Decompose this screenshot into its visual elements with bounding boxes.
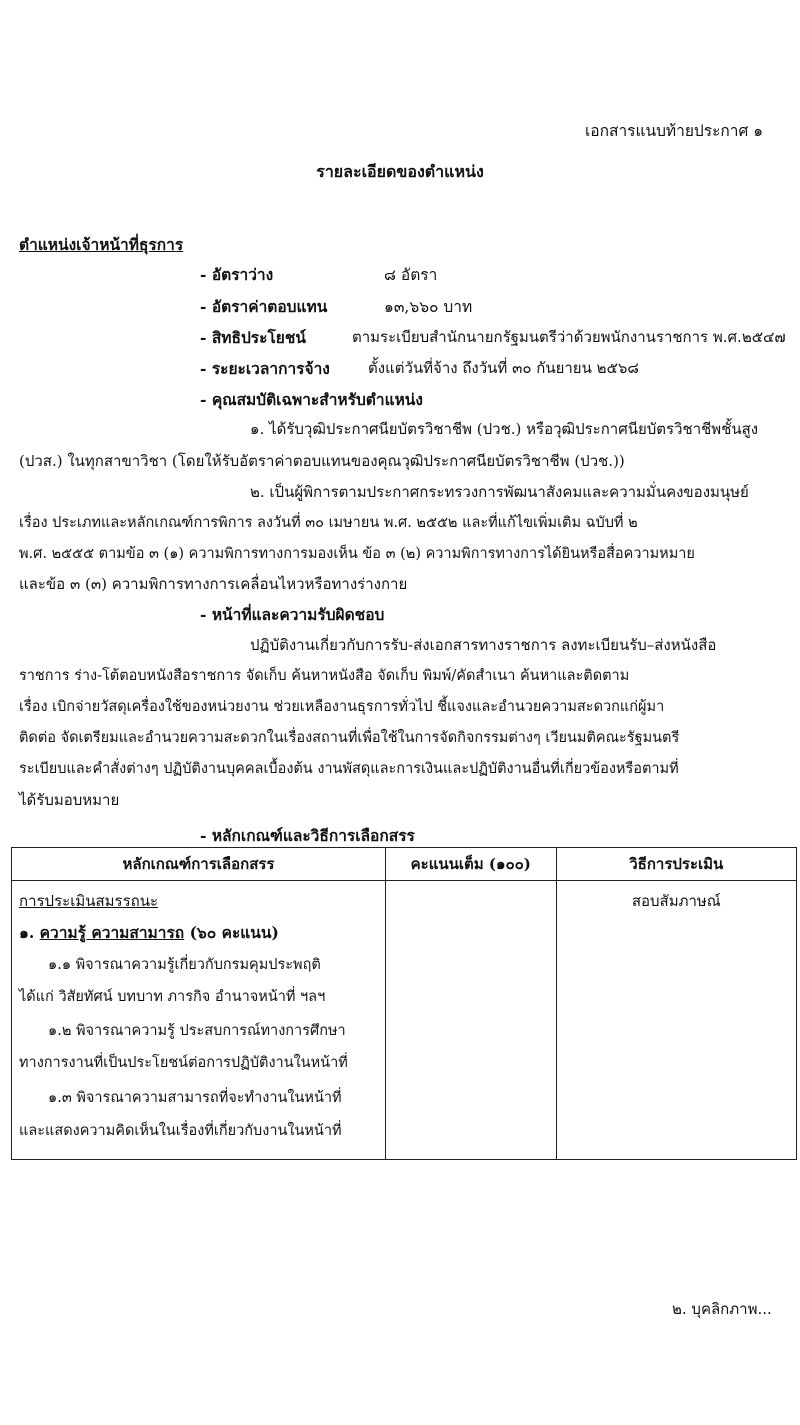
method-cell	[556, 881, 796, 1160]
score-cell	[385, 881, 556, 1160]
vacancies-value: ๘ อัตรา	[384, 266, 438, 284]
qualification-2-line-1: ๒. เป็นผู้พิการตามประกาศกระทรวงการพัฒนาสังคมและความมั่นคงของมนุษย์	[250, 483, 749, 501]
duties-line-6: ได้รับมอบหมาย	[19, 791, 120, 809]
document-title: รายละเอียดของตำแหน่ง	[316, 162, 484, 181]
column-header-method: วิธีการประเมิน	[556, 848, 796, 881]
criterion-1-1-line-1: ๑.๑ พิจารณาความรู้เกี่ยวกับกรมคุมประพฤติ	[48, 957, 321, 973]
salary-value: ๑๓,๖๖๐ บาท	[384, 298, 473, 316]
duties-line-5: ระเบียบและคำสั่งต่างๆ ปฏิบัติงานบุคคลเบื้องต้น งานพัสดุและการเงินและปฏิบัติงานอื่นที่เกี่ยวข้องหรือตามที่	[19, 761, 679, 777]
competency-label: การประเมินสมรรถนะ	[19, 892, 159, 910]
column-header-score: คะแนนเต็ม (๑๐๐)	[385, 848, 556, 881]
benefits-value: ตามระเบียบสำนักนายกรัฐมนตรีว่าด้วยพนักงานราชการ พ.ศ.๒๕๔๗	[352, 328, 786, 346]
qualification-1-line-2: (ปวส.) ในทุกสาขาวิชา (โดยให้รับอัตราค่าตอบแทนของคุณวุฒิประกาศนียบัตรวิชาชีพ (ปวช.))	[19, 452, 625, 470]
section-1-title: ความรู้ ความสามารถ	[39, 923, 185, 942]
period-value: ตั้งแต่วันที่จ้าง ถึงวันที่ ๓๐ กันยายน ๒๕๖๘	[368, 359, 639, 377]
evaluation-method-value: สอบสัมภาษณ์	[631, 892, 721, 910]
duties-line-4: ติดต่อ จัดเตรียมและอำนวยความสะดวกในเรื่องสถานที่เพื่อใช้ในการจัดกิจกรรมต่างๆ เวียนมติคณะรัฐมนตรี	[19, 730, 680, 746]
salary-label: - อัตราค่าตอบแทน	[200, 297, 328, 316]
criteria-cell	[12, 881, 386, 1160]
section-1-points: (๖๐ คะแนน)	[189, 923, 279, 942]
duties-line-2: ราชการ ร่าง-โต้ตอบหนังสือราชการ จัดเก็บ ค้นหาหนังสือ จัดเก็บ พิมพ์/คัดสำเนา ค้นหาและติดตาม	[19, 668, 630, 684]
criterion-1-2-line-2: ทางการงานที่เป็นประโยชน์ต่อการปฏิบัติงานในหน้าที่	[19, 1055, 348, 1071]
section-1-heading	[19, 920, 279, 945]
qualification-2-line-4: และข้อ ๓ (๓) ความพิการทางการเคลื่อนไหวหรือทางร่างกาย	[19, 575, 408, 593]
selection-criteria-table	[11, 847, 797, 1160]
qualification-1-line-1: ๑. ได้รับวุฒิประกาศนียบัตรวิชาชีพ (ปวช.) หรือวุฒิประกาศนียบัตรวิชาชีพชั้นสูง	[250, 420, 759, 438]
criterion-1-2-line-1: ๑.๒ พิจารณาความรู้ ประสบการณ์ทางการศึกษา	[48, 1023, 346, 1039]
continued-marker: ๒. บุคลิกภาพ...	[672, 1300, 772, 1318]
criterion-1-3-line-2: และแสดงความคิดเห็นในเรื่องที่เกี่ยวกับงานในหน้าที่	[19, 1123, 342, 1139]
criterion-1-1-line-2: ได้แก่ วิสัยทัศน์ บทบาท ภารกิจ อำนาจหน้าที่ ฯลฯ	[19, 989, 326, 1005]
duties-line-1: ปฏิบัติงานเกี่ยวกับการรับ-ส่งเอกสารทางราชการ ลงทะเบียนรับ–ส่งหนังสือ	[250, 636, 717, 654]
period-label: - ระยะเวลาการจ้าง	[200, 359, 330, 378]
table-header-row	[12, 848, 797, 881]
duties-line-3: เรื่อง เบิกจ่ายวัสดุเครื่องใช้ของหน่วยงาน ช่วยเหลืองานธุรการทั่วไป ชี้แจงและอำนวยความสะดวกแก่ผู้มา	[19, 699, 665, 715]
benefits-label: - สิทธิประโยชน์	[200, 328, 306, 347]
selection-heading: - หลักเกณฑ์และวิธีการเลือกสรร	[200, 826, 415, 845]
annex-label: เอกสารแนบท้ายประกาศ ๑	[585, 122, 764, 140]
qualification-2-line-3: พ.ศ. ๒๕๕๕ ตามข้อ ๓ (๑) ความพิการทางการมองเห็น ข้อ ๓ (๒) ความพิการทางการได้ยินหรือสื่อความหมาย	[19, 546, 695, 562]
criterion-1-3-line-1: ๑.๓ พิจารณาความสามารถที่จะทำงานในหน้าที่	[48, 1090, 342, 1106]
vacancies-label: - อัตราว่าง	[200, 265, 274, 284]
qualifications-heading: - คุณสมบัติเฉพาะสำหรับตำแหน่ง	[200, 390, 423, 409]
duties-heading: - หน้าที่และความรับผิดชอบ	[200, 605, 385, 624]
section-1-number: ๑.	[19, 923, 35, 942]
table-row	[12, 881, 797, 1160]
qualification-2-line-2: เรื่อง ประเภทและหลักเกณฑ์การพิการ ลงวันที่ ๓๐ เมษายน พ.ศ. ๒๕๕๒ และที่แก้ไขเพิ่มเติม ฉบับที่ ๒	[19, 515, 638, 531]
position-name: ตำแหน่งเจ้าหน้าที่ธุรการ	[19, 235, 184, 254]
column-header-criteria: หลักเกณฑ์การเลือกสรร	[12, 848, 386, 881]
